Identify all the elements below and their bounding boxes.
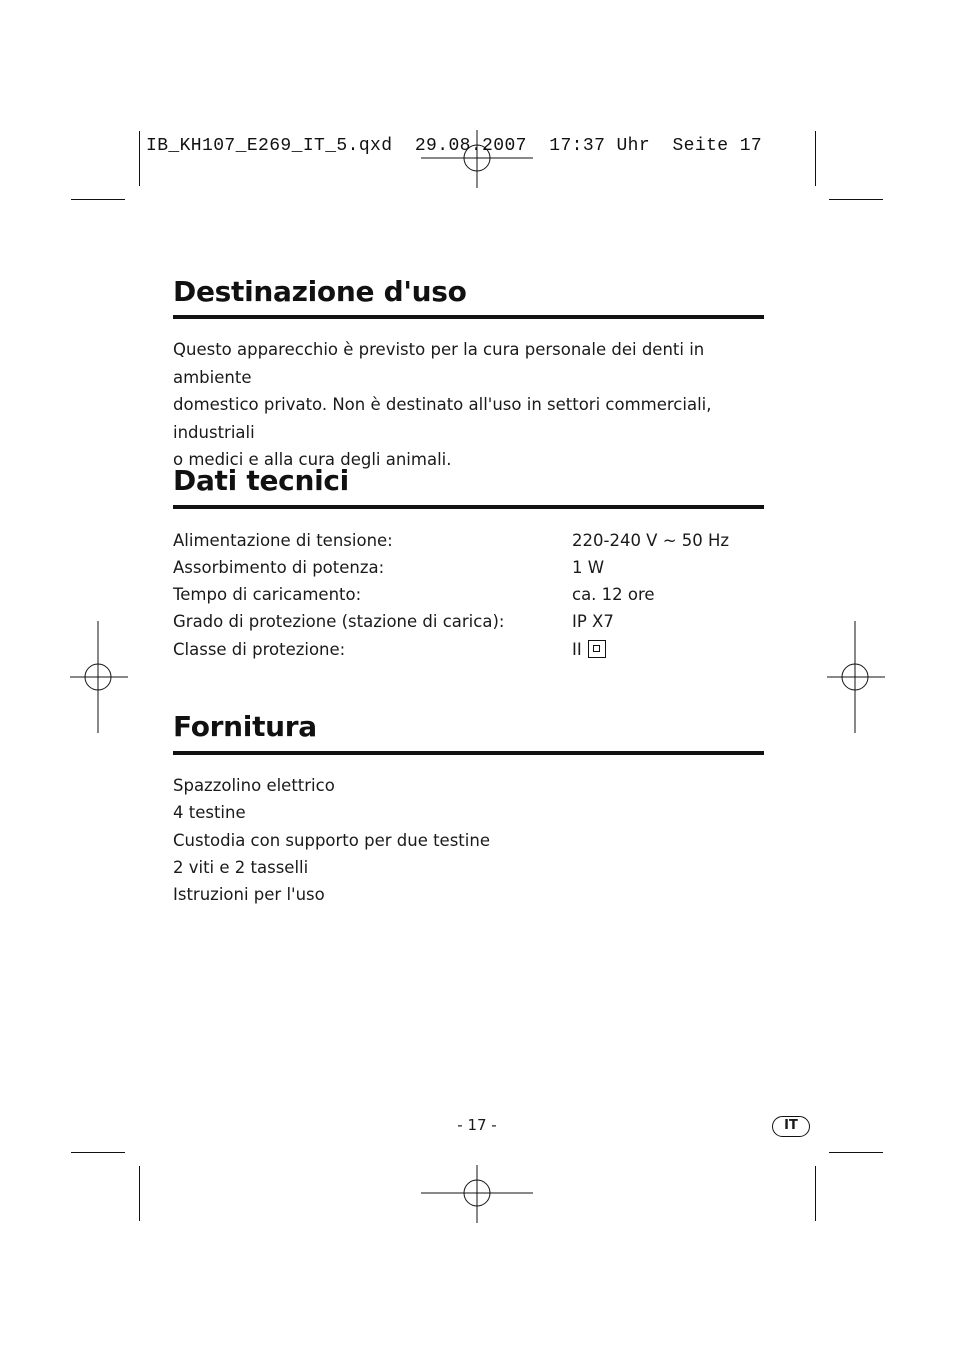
spec-label: Assorbimento di potenza: [173, 558, 385, 577]
page-number: - 17 - [457, 1116, 497, 1134]
spec-row-classe-protezione [173, 636, 773, 663]
crop-mark-top-left-horizontal [71, 199, 125, 200]
section-title-dati-tecnici: Dati tecnici [173, 464, 349, 497]
spec-label: Alimentazione di tensione: [173, 531, 393, 550]
spec-value: 220-240 V ~ 50 Hz [572, 531, 730, 550]
spec-row-assorbimento [173, 554, 773, 581]
section-rule-dati-tecnici [173, 505, 764, 509]
spec-value-with-symbol [572, 636, 606, 663]
crop-mark-bottom-right-vertical [815, 1166, 816, 1221]
section-rule-destinazione [173, 315, 764, 319]
registration-mark-top-center [421, 130, 533, 188]
paragraph-line: o medici e alla cura degli animali. [173, 450, 452, 469]
registration-mark-left [70, 621, 128, 733]
language-badge: IT [772, 1116, 810, 1137]
section-title-destinazione: Destinazione d'uso [173, 275, 467, 308]
crop-mark-top-left-vertical [139, 131, 140, 186]
crop-mark-bottom-right-horizontal [829, 1152, 883, 1153]
registration-mark-bottom-center [421, 1165, 533, 1223]
section-title-fornitura: Fornitura [173, 710, 317, 743]
list-item: Spazzolino elettrico [173, 776, 335, 795]
spec-label: Classe di protezione: [173, 640, 346, 659]
registration-mark-right [827, 621, 885, 733]
spec-row-caricamento [173, 581, 773, 608]
crop-mark-top-right-horizontal [829, 199, 883, 200]
spec-label: Tempo di caricamento: [173, 585, 362, 604]
spec-label: Grado di protezione (stazione di carica): [173, 612, 505, 631]
destinazione-paragraph [173, 336, 773, 474]
list-item: 2 viti e 2 tasselli [173, 858, 309, 877]
file-slug-line: IB_KH107_E269_IT_5.qxd 29.08.2007 17:37 Uhr Seite 17 [146, 136, 763, 156]
spec-value: II [572, 640, 582, 659]
spec-value: 1 W [572, 558, 605, 577]
spec-row-alimentazione [173, 527, 773, 554]
crop-mark-bottom-left-horizontal [71, 1152, 125, 1153]
spec-value: IP X7 [572, 612, 614, 631]
protection-class-ii-icon [588, 640, 606, 658]
spec-value: ca. 12 ore [572, 585, 655, 604]
crop-mark-bottom-left-vertical [139, 1166, 140, 1221]
paragraph-line: domestico privato. Non è destinato all'uso in settori commerciali, industriali [173, 395, 712, 442]
section-rule-fornitura [173, 751, 764, 755]
list-item: Istruzioni per l'uso [173, 885, 325, 904]
crop-mark-top-right-vertical [815, 131, 816, 186]
list-item: Custodia con supporto per due testine [173, 831, 490, 850]
paragraph-line: Questo apparecchio è previsto per la cura personale dei denti in ambiente [173, 340, 705, 387]
spec-row-grado-protezione [173, 608, 773, 635]
list-item: 4 testine [173, 803, 246, 822]
